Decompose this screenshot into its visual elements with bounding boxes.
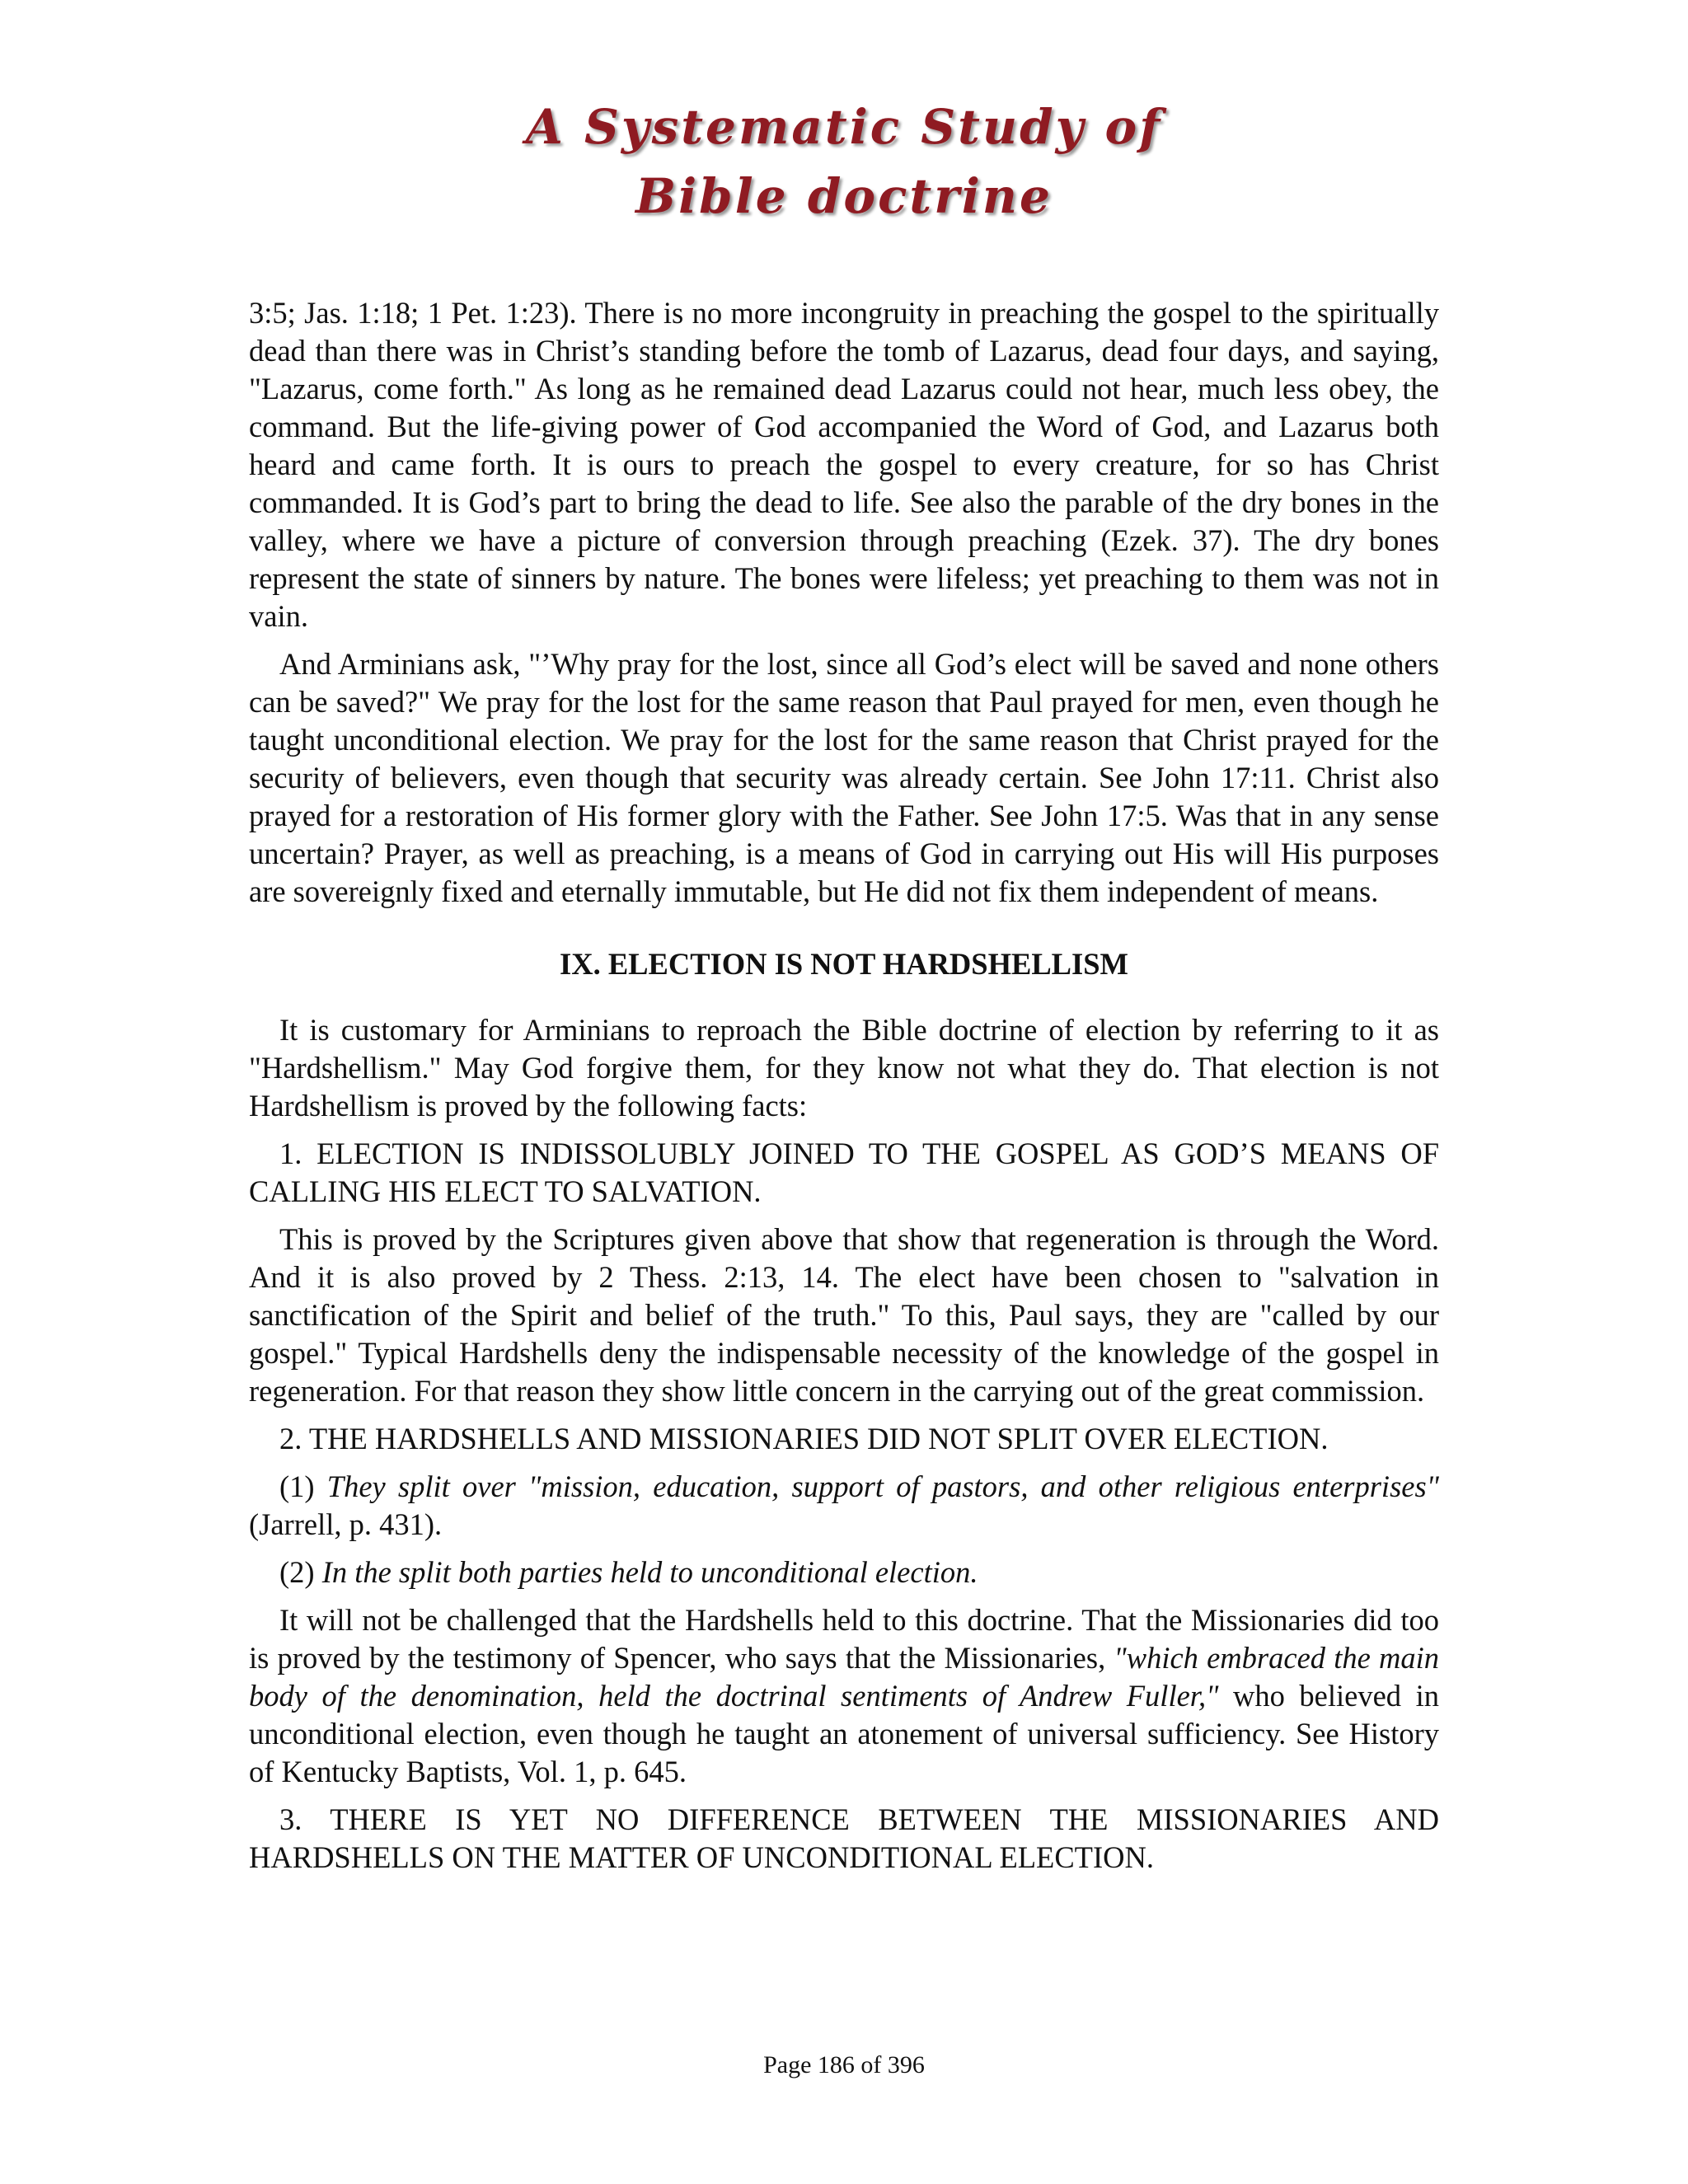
book-title-line-1: A Systematic Study of [525, 99, 1163, 155]
paragraph-lazarus: 3:5; Jas. 1:18; 1 Pet. 1:23). There is no more incongruity in preaching the gospel to the spiritually dead than there was in Christ’s standing before the tomb of Lazarus, dead four days, and saying, "Lazarus, come forth." As long as he remained dead Lazarus could not hear, much less obey, the command. But the life-giving power of God accompanied the Word of God, and Lazarus both heard and came forth. It is ours to preach the gospel to every creature, for so has Christ commanded. It is God’s part to bring the dead to life. See also the parable of the dry bones in the valley, where we have a picture of conversion through preaching (Ezek. 37). The dry bones represent the state of sinners by nature. The bones were lifeless; yet preaching to them was not in vain. [249, 296, 1439, 633]
paragraph-prayer: And Arminians ask, "’Why pray for the lost, since all God’s elect will be saved and none others can be saved?" We pray for the lost for the same reason that Paul prayed for men, even though he taught unconditional election. We pray for the lost for the same reason that Christ prayed for the security of believers, even though that security was already certain. See John 17:11. Christ also prayed for a restoration of His former glory with the Father. See John 17:5. Was that in any sense uncertain? Prayer, as well as preaching, is a means of God in carrying out His will His purposes are sovereignly fixed and eternally immutable, but He did not fix them independent of means. [249, 647, 1439, 908]
spencer-closing-text: who believed in unconditional election, even though he taught an atonement of universal sufficiency. See History of Kentucky Baptists, Vol. 1, p. 645. [249, 1679, 1440, 1788]
section-heading: IX. ELECTION IS NOT HARDSHELLISM [560, 947, 1128, 981]
page-number: Page 186 of 396 [763, 2051, 925, 2079]
paragraph-point-1: This is proved by the Scriptures given above that show that regeneration is through the Word. And it is also proved by 2 Thess. 2:13, 14. The elect have been chosen to "salvation in sanctification of the Spirit and belief of the truth." To this, Paul says, they are "called by our gospel." Typical Hardshells deny the indispensable necessity of the knowledge of the gospel in regeneration. For that reason they show little concern in the carrying out of the great commission. [249, 1222, 1439, 1408]
book-title-line-2: Bible doctrine [635, 168, 1053, 224]
subpoint-1-number: (1) [279, 1469, 315, 1503]
subpoint-1-quote: They split over "mission, education, support of pastors, and other religious enterprises" [326, 1469, 1440, 1503]
spencer-quote: "which embraced the main body of the denomination, held the doctrinal sentiments of Andrew Fuller," [249, 1641, 1439, 1713]
subpoint-2-number: (2) [279, 1555, 315, 1589]
book-title-banner [0, 92, 1688, 231]
spencer-intro-text: It will not be challenged that the Hardshells held to this doctrine. That the Missionaries did too is proved by the testimony of Spencer, who says that the Missionaries, [249, 1603, 1439, 1675]
point-2-heading: 2. THE HARDSHELLS AND MISSIONARIES DID NOT SPLIT OVER ELECTION. [279, 1422, 1329, 1455]
paragraph-spencer-testimony [249, 1601, 1439, 1791]
page-body [249, 294, 1439, 1886]
subpoint-2-text: In the split both parties held to unconditional election. [321, 1555, 978, 1589]
subpoint-1-citation: (Jarrell, p. 431). [249, 1507, 443, 1541]
point-3-heading: 3. THERE IS YET NO DIFFERENCE BETWEEN THE MISSIONARIES AND HARDSHELLS ON THE MATTER OF UNCONDITIONAL ELECTION. [249, 1802, 1439, 1874]
point-1-heading: 1. ELECTION IS INDISSOLUBLY JOINED TO THE GOSPEL AS GOD’S MEANS OF CALLING HIS ELECT TO SALVATION. [249, 1137, 1439, 1208]
paragraph-hardshellism-intro: It is customary for Arminians to reproach the Bible doctrine of election by referring to it as "Hardshellism." May God forgive them, for they know not what they do. That election is not Hardshellism is proved by the following facts: [249, 1013, 1439, 1122]
subpoint-1 [249, 1468, 1439, 1544]
subpoint-2 [249, 1554, 1439, 1591]
